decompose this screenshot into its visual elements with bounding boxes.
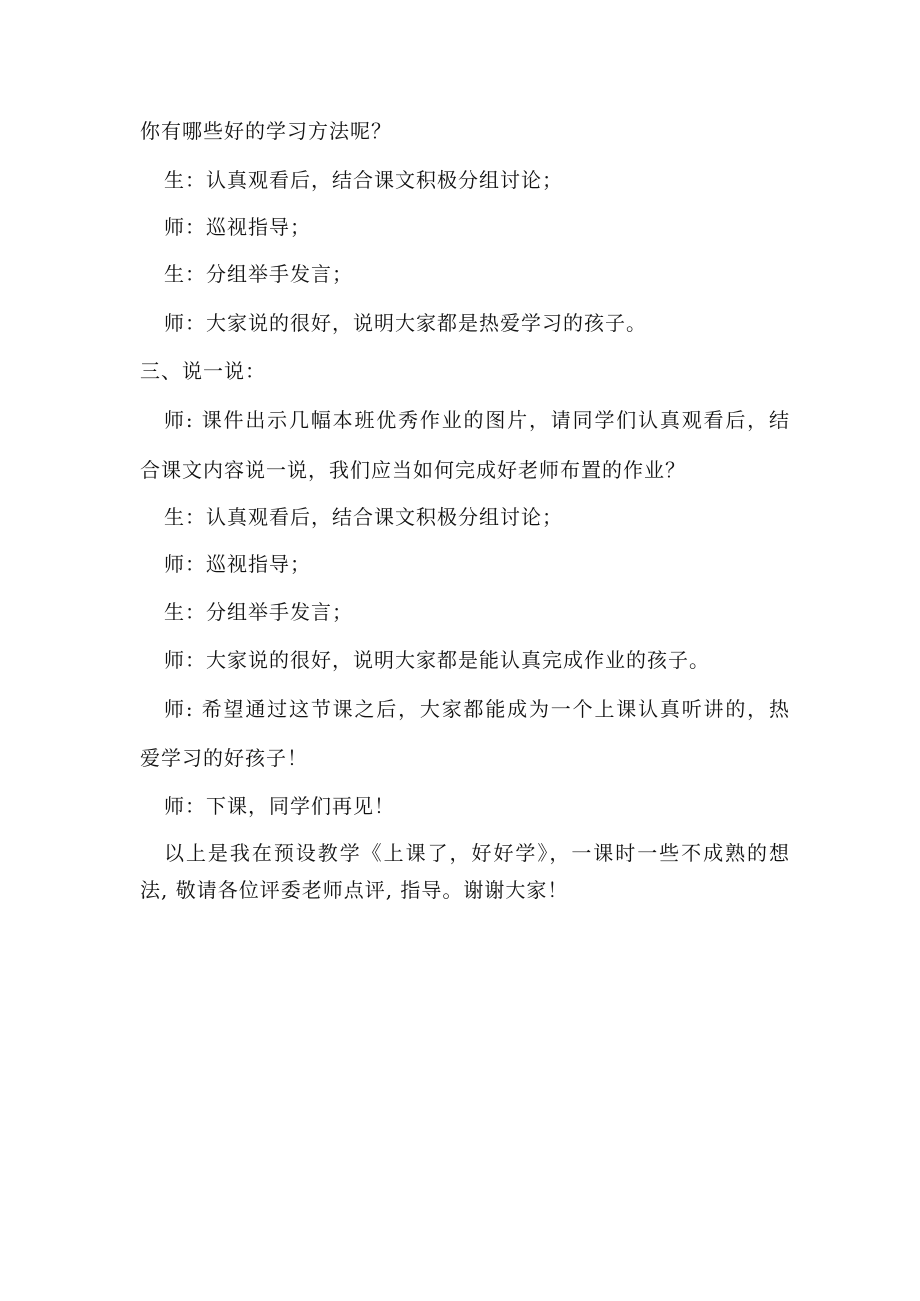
text-line: 生：认真观看后，结合课文积极分组讨论； <box>164 505 563 529</box>
text-line: 师: 希望通过这节课之后，大家都能成为一个上课认真听讲的，热 <box>164 697 790 721</box>
text-line: 师：巡视指导； <box>164 552 311 576</box>
text-line: 爱学习的好孩子！ <box>140 746 308 770</box>
text-line: 法, 敬请各位评委老师点评, 指导。谢谢大家！ <box>140 878 569 902</box>
text-line: 师：巡视指导； <box>164 215 311 239</box>
text-line: 生：分组举手发言； <box>164 600 353 624</box>
text-line: 合课文内容说一说，我们应当如何完成好老师布置的作业？ <box>140 458 686 482</box>
text-line: 你有哪些好的学习方法呢？ <box>140 119 392 143</box>
text-line: 以上是我在预设教学《上课了，好好学》，一课时一些不成熟的想 <box>164 841 790 865</box>
text-line: 师：下课，同学们再见！ <box>164 794 395 818</box>
section-heading: 三、说一说： <box>140 359 266 383</box>
text-line: 生：认真观看后，结合课文积极分组讨论； <box>164 168 563 192</box>
text-line: 师：大家说的很好，说明大家都是热爱学习的孩子。 <box>164 311 647 335</box>
text-line: 师: 课件出示几幅本班优秀作业的图片，请同学们认真观看后，结 <box>164 408 790 432</box>
text-line: 师：大家说的很好，说明大家都是能认真完成作业的孩子。 <box>164 648 710 672</box>
text-line: 生：分组举手发言； <box>164 262 353 286</box>
